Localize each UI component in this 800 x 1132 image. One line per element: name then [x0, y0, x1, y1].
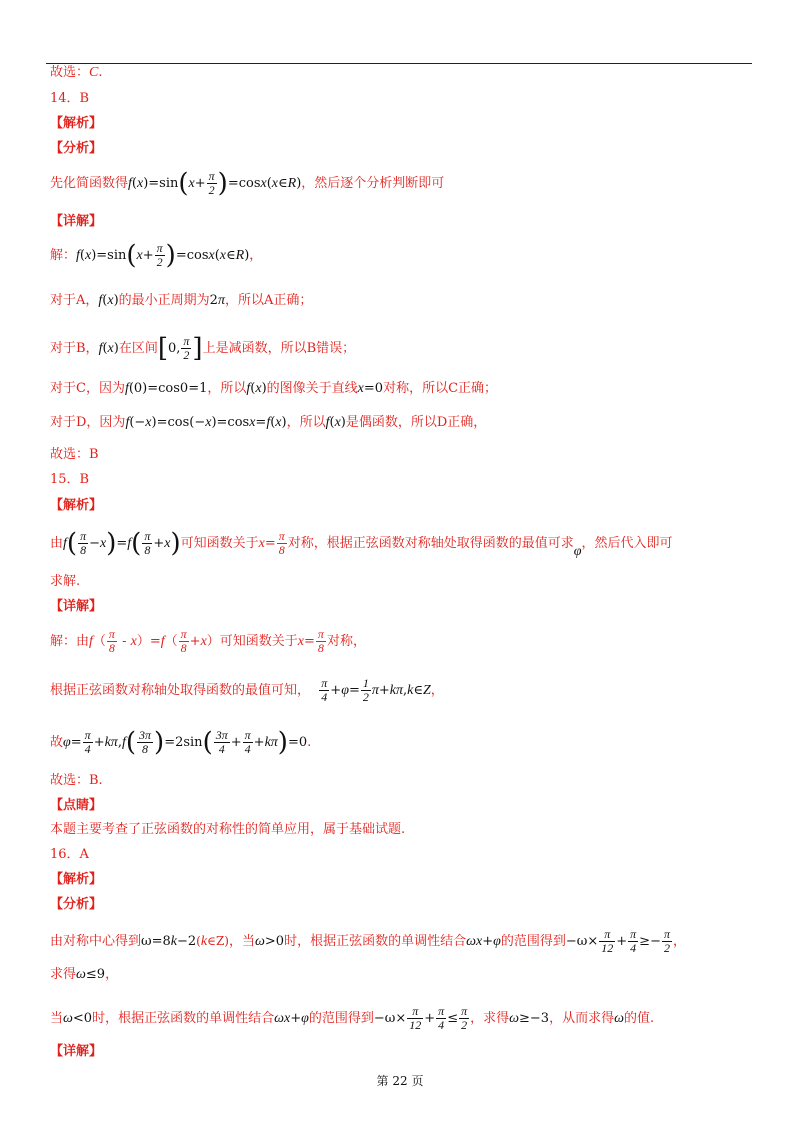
section-xiangjie: 【详解】: [50, 214, 103, 229]
text-line: 求解.: [50, 574, 81, 589]
text-line: 当ω<0时，根据正弦函数的单调性结合ωx+φ的范围得到−ω× $\frac{\pi}{12}$ + $\frac{\pi}{4}$ ≤ $\frac{\pi}{2}$ ，求得ω≥−3，从而求得ω的值.: [50, 1004, 655, 1032]
answer-16: 16．A: [50, 847, 89, 862]
text-line: 求得ω≤9，: [50, 967, 119, 982]
text-line: 根据正弦函数对称轴处取得函数的最值可知， $\frac{\pi}{4}$ +φ= $\frac{1}{2}$ π+kπ,k∈Z，: [50, 676, 444, 704]
text-line: 对于A，f(x)的最小正周期为2π，所以A正确；: [50, 293, 313, 308]
text-line: 故选：B: [50, 447, 99, 462]
text-line: 对于B，f(x)在区间[0, $\frac{\pi}{2}$ ]上是减函数，所以B错误；: [50, 333, 356, 364]
section-dianjing: 【点睛】: [50, 798, 103, 813]
answer-15: 15．B: [50, 472, 90, 487]
section-jiexi: 【解析】: [50, 872, 103, 887]
header-rule: [46, 63, 752, 64]
text-line: 对于D，因为f(−x)=cos(−x)=cosx=f(x)，所以f(x)是偶函数，所以D正确，: [50, 415, 487, 430]
section-xiangjie: 【详解】: [50, 1044, 103, 1059]
text-line: 先化简函数得f(x)=sin(x+ $\frac{\pi}{2}$ )=cosx(x∈R)，然后逐个分析判断即可: [50, 168, 445, 199]
text-line: 故选：B.: [50, 773, 103, 788]
text-line: 由f( $\frac{\pi}{8}$ −x)=f( $\frac{\pi}{8}$ +x)可知函数关于x= $\frac{\pi}{8}$ 对称，根据正弦函数对称轴处取得函数的最值可求φ，然后代入即可: [50, 528, 673, 559]
section-xiangjie: 【详解】: [50, 599, 103, 614]
text-line: 故选：C.: [50, 65, 103, 80]
text-line: 解：由f（ $\frac{\pi}{8}$ - x）=f（ $\frac{\pi}{8}$ +x）可知函数关于x= $\frac{\pi}{8}$ 对称，: [50, 627, 366, 655]
section-fenxi: 【分析】: [50, 141, 103, 156]
text-line: 故φ= $\frac{\pi}{4}$ +kπ,f( $\frac{3\pi}{8}$ )=2sin( $\frac{3\pi}{4}$ + $\frac{\pi}{4}$ +kπ)=0.: [50, 727, 312, 758]
text-line: 本题主要考查了正弦函数的对称性的简单应用，属于基础试题.: [50, 822, 406, 837]
text-line: 解：f(x)=sin(x+ $\frac{\pi}{2}$ )=cosx(x∈R)，: [50, 240, 263, 271]
text-line: 由对称中心得到ω=8k−2(k∈Z)，当ω>0时，根据正弦函数的单调性结合ωx+φ的范围得到−ω× $\frac{\pi}{12}$ + $\frac{\pi}{4}$ ≥− $\frac{\pi}{2}$ ，: [50, 927, 686, 955]
answer-14: 14．B: [50, 91, 90, 106]
section-jiexi: 【解析】: [50, 498, 103, 513]
section-fenxi: 【分析】: [50, 897, 103, 912]
text-line: 对于C，因为f(0)=cos0=1，所以f(x)的图像关于直线x=0对称，所以C正确；: [50, 381, 498, 396]
page-number: 第 22 页: [376, 1074, 424, 1088]
section-jiexi: 【解析】: [50, 116, 103, 131]
